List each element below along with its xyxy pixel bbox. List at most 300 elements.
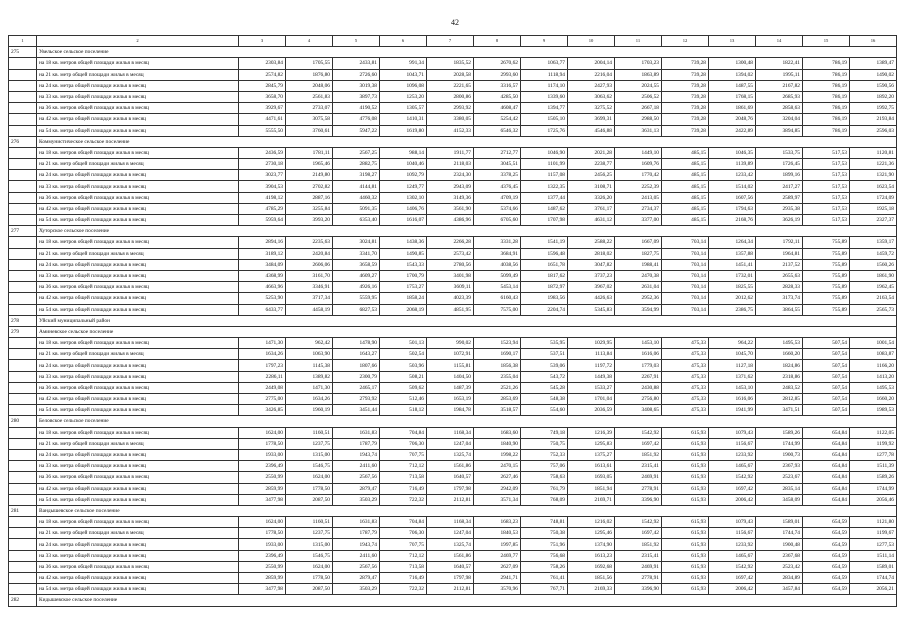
table-row [9,147,897,158]
value-cell: 703,14 [662,293,709,304]
value-cell: 3023,77 [239,170,286,181]
row-index [9,539,37,550]
row-description: на 33 кв. метра общей площади жилья в месяц [37,461,239,472]
value-cell: 1817,62 [521,270,568,281]
value-cell: 2470,15 [474,461,521,472]
value-cell: 502,54 [380,349,427,360]
column-number: 3 [239,36,286,47]
value-cell: 1487,55 [709,80,756,91]
value-cell: 1160,51 [286,427,333,438]
value-cell: 2943,09 [427,181,474,192]
value-cell: 2685,93 [756,91,803,102]
value-cell: 1127,18 [709,360,756,371]
value-cell: 2427,93 [568,80,615,91]
value-cell: 507,54 [803,349,850,360]
row-index [9,215,37,226]
value-cell: 2355,04 [474,371,521,382]
value-cell: 654,84 [803,483,850,494]
row-description: на 21 кв. метр общей площади жилья в месяц [37,159,239,170]
value-cell: 475,33 [662,360,709,371]
value-cell: 1701,04 [568,394,615,405]
value-cell: 3761,17 [568,203,615,214]
value-cell: 1533,27 [568,382,615,393]
section-title: Аминевское сельское поселение [37,326,897,337]
value-cell: 1233,42 [709,170,756,181]
value-cell: 1683,23 [474,517,521,528]
row-description: на 33 кв. метра общей площади жилья в месяц [37,181,239,192]
value-cell: 1543,33 [380,259,427,270]
value-cell: 615,93 [662,550,709,561]
table-row [9,69,897,80]
row-index [9,237,37,248]
table-row [9,125,897,136]
value-cell: 1514,02 [709,181,756,192]
value-cell: 2655,63 [756,270,803,281]
value-cell: 2204,74 [521,304,568,315]
value-cell: 1394,02 [709,69,756,80]
value-cell: 1778,50 [286,483,333,494]
value-cell: 1199,67 [850,528,897,539]
value-cell: 1858,24 [380,293,427,304]
value-cell: 3503,29 [333,494,380,505]
row-index [9,349,37,360]
value-cell: 1168,34 [427,427,474,438]
value-cell: 2167,82 [756,80,803,91]
row-description: на 36 кв. метров общей площади жилья в месяц [37,282,239,293]
value-cell: 716,49 [380,573,427,584]
value-cell: 1925,18 [850,203,897,214]
value-cell: 990,02 [427,338,474,349]
value-cell: 4460,32 [333,192,380,203]
value-cell: 615,93 [662,483,709,494]
table-row [9,181,897,192]
value-cell: 5091,35 [333,203,380,214]
value-cell: 475,33 [662,371,709,382]
value-cell: 1856,38 [474,360,521,371]
section-title: Кидышевское сельское поселение [37,595,897,606]
value-cell: 2627,09 [474,561,521,572]
value-cell: 3561,90 [427,203,474,214]
value-cell: 1449,38 [568,371,615,382]
row-index [9,438,37,449]
value-cell: 1511,39 [850,461,897,472]
value-cell: 539,06 [521,360,568,371]
value-cell: 2193,84 [850,114,897,125]
value-cell: 2733,07 [286,103,333,114]
value-cell: 2845,79 [239,80,286,91]
value-cell: 2800,86 [427,91,474,102]
value-cell: 1083,87 [850,349,897,360]
value-cell: 1221,36 [850,159,897,170]
value-cell: 1487,39 [427,382,474,393]
value-cell: 1542,92 [615,427,662,438]
value-cell: 2048,76 [709,114,756,125]
value-cell: 615,93 [662,539,709,550]
table-row [9,561,897,572]
value-cell: 1960,19 [286,405,333,416]
row-index [9,405,37,416]
value-cell: 1724,09 [850,192,897,203]
row-description: на 54 кв. метра общей площади жилья в месяц [37,304,239,315]
value-cell: 739,28 [662,114,709,125]
value-cell: 1546,75 [286,461,333,472]
value-cell: 654,59 [803,528,850,539]
value-cell: 1983,56 [521,293,568,304]
value-cell: 767,71 [521,584,568,595]
value-cell: 1302,10 [380,192,427,203]
value-cell: 3626,19 [756,215,803,226]
value-cell: 4458,19 [286,304,333,315]
value-cell: 1933,00 [239,539,286,550]
value-cell: 3019,38 [333,80,380,91]
value-cell: 2726,60 [333,69,380,80]
value-cell: 2942,09 [474,483,521,494]
value-cell: 2221,65 [427,80,474,91]
value-cell: 2087,50 [286,494,333,505]
row-index [9,584,37,595]
value-cell: 548,38 [521,394,568,405]
value-cell: 2574,82 [239,69,286,80]
table-row [9,461,897,472]
row-description: на 21 кв. метр общей площади жилья в месяц [37,438,239,449]
value-cell: 1827,75 [615,248,662,259]
column-number: 15 [803,36,850,47]
row-description: на 36 кв. метров общей площади жилья в месяц [37,192,239,203]
value-cell: 6546,32 [474,125,521,136]
row-description: на 42 кв. метра общей площади жилья в месяц [37,394,239,405]
row-description: на 33 кв. метра общей площади жилья в месяц [37,371,239,382]
value-cell: 703,14 [662,282,709,293]
value-cell: 2469,77 [474,550,521,561]
value-cell: 2506,52 [615,91,662,102]
value-cell: 5374,66 [474,203,521,214]
value-cell: 2469,91 [615,472,662,483]
value-cell: 1237,75 [286,528,333,539]
value-cell: 654,84 [803,449,850,460]
value-cell: 752,33 [521,449,568,460]
value-cell: 2606,06 [286,259,333,270]
row-description: на 21 кв. метр общей площади жилья в месяц [37,528,239,539]
column-number: 2 [37,36,239,47]
value-cell: 2588,22 [568,237,615,248]
row-index [9,170,37,181]
value-cell: 2118,03 [427,159,474,170]
row-index [9,382,37,393]
value-cell: 2068,19 [380,304,427,315]
value-cell: 1413,20 [850,371,897,382]
value-cell: 507,54 [803,394,850,405]
value-cell: 1233,92 [709,449,756,460]
value-cell: 1216,02 [568,517,615,528]
value-cell: 654,59 [803,584,850,595]
value-cell: 756,68 [521,550,568,561]
value-cell: 1237,75 [286,438,333,449]
value-cell: 1438,36 [380,237,427,248]
row-index [9,270,37,281]
value-cell: 517,53 [803,170,850,181]
value-cell: 3477,98 [239,584,286,595]
value-cell: 1471,30 [286,382,333,393]
value-cell: 2858,63 [756,103,803,114]
value-cell: 2112,81 [427,494,474,505]
value-cell: 703,14 [662,248,709,259]
value-cell: 1374,90 [568,539,615,550]
value-cell: 1121,80 [850,517,897,528]
value-cell: 615,93 [662,449,709,460]
table-row [9,584,897,595]
value-cell: 703,14 [662,270,709,281]
row-description: на 21 кв. метр общей площади жилья в месяц [37,349,239,360]
value-cell: 2756,80 [615,394,662,405]
value-cell: 2433,81 [333,58,380,69]
value-cell: 1389,47 [850,58,897,69]
value-cell: 1732,01 [709,270,756,281]
value-cell: 1697,42 [709,573,756,584]
value-cell: 535,95 [521,338,568,349]
value-cell: 1325,74 [427,449,474,460]
value-cell: 3380,05 [427,114,474,125]
row-description: на 36 кв. метров общей площади жилья в месяц [37,382,239,393]
value-cell: 739,28 [662,58,709,69]
value-cell: 749,18 [521,427,568,438]
value-cell: 786,19 [803,114,850,125]
row-description: на 42 кв. метра общей площади жилья в месяц [37,114,239,125]
value-cell: 615,93 [662,461,709,472]
value-cell: 2565,73 [850,304,897,315]
value-cell: 2988,50 [615,114,662,125]
value-cell: 786,19 [803,58,850,69]
value-cell: 1199,92 [850,438,897,449]
row-description: на 54 кв. метра общей площади жилья в месяц [37,494,239,505]
value-cell: 654,84 [803,427,850,438]
value-cell: 2935,38 [756,203,803,214]
value-cell: 1300,48 [709,58,756,69]
row-index [9,282,37,293]
value-cell: 4926,16 [333,282,380,293]
value-cell: 1542,92 [709,472,756,483]
section-row [9,47,897,58]
value-cell: 1616,07 [380,215,427,226]
value-cell: 3658,70 [239,91,286,102]
value-cell: 2087,50 [286,584,333,595]
value-cell: 517,53 [803,215,850,226]
value-cell: 507,54 [803,338,850,349]
value-cell: 1197,72 [568,360,615,371]
value-cell: 1624,00 [239,517,286,528]
value-cell: 1045,70 [709,349,756,360]
value-cell: 4471,61 [239,114,286,125]
value-cell: 4608,47 [474,103,521,114]
section-row [9,226,897,237]
row-description: на 24 кв. метра общей площади жилья в месяц [37,80,239,91]
tariff-table [8,35,897,607]
section-number: 276 [9,136,37,147]
table-row [9,237,897,248]
value-cell: 1305,57 [380,103,427,114]
column-number: 10 [568,36,615,47]
table-row [9,58,897,69]
value-cell: 517,53 [803,192,850,203]
value-cell: 475,33 [662,349,709,360]
table-row [9,159,897,170]
value-cell: 2411,60 [333,461,380,472]
value-cell: 654,84 [803,494,850,505]
value-cell: 1122,05 [850,427,897,438]
table-row [9,114,897,125]
value-cell: 2012,62 [709,293,756,304]
value-cell: 3326,20 [568,192,615,203]
value-cell: 2324,30 [427,170,474,181]
value-cell: 786,19 [803,103,850,114]
section-number: 277 [9,226,37,237]
section-number: 279 [9,326,37,337]
section-number: 278 [9,315,37,326]
value-cell: 1692,68 [568,561,615,572]
value-cell: 4426,63 [568,293,615,304]
value-cell: 2882,75 [333,159,380,170]
table-row [9,282,897,293]
value-cell: 1984,78 [427,405,474,416]
row-index [9,517,37,528]
value-cell: 2315,41 [615,461,662,472]
value-cell: 1943,74 [333,449,380,460]
column-number: 1 [9,36,37,47]
value-cell: 703,14 [662,237,709,248]
value-cell: 1933,00 [239,449,286,460]
value-cell: 1965,46 [286,159,333,170]
row-description: на 36 кв. метров общей площади жилья в месяц [37,103,239,114]
value-cell: 2021,28 [568,147,615,158]
table-row [9,248,897,259]
value-cell: 5559,95 [333,293,380,304]
value-cell: 1693,05 [568,472,615,483]
value-cell: 2730,18 [239,159,286,170]
value-cell: 786,19 [803,69,850,80]
value-cell: 2056,21 [850,584,897,595]
value-cell: 1589,26 [850,472,897,483]
row-description: на 36 кв. метров общей площади жилья в месяц [37,561,239,572]
value-cell: 1277,53 [850,539,897,550]
table-row [9,293,897,304]
value-cell: 2163,54 [850,293,897,304]
row-description: на 21 кв. метр общей площади жилья в месяц [37,248,239,259]
value-cell: 518,12 [380,405,427,416]
value-cell: 712,12 [380,550,427,561]
table-row [9,338,897,349]
value-cell: 1145,38 [286,360,333,371]
value-cell: 1797,98 [427,483,474,494]
row-index [9,114,37,125]
value-cell: 761,41 [521,573,568,584]
value-cell: 3897,73 [333,91,380,102]
value-cell: 1989,53 [850,405,897,416]
value-cell: 508,21 [380,371,427,382]
value-cell: 2835,14 [756,483,803,494]
value-cell: 716,49 [380,483,427,494]
row-index [9,147,37,158]
value-cell: 2413,05 [615,192,662,203]
value-cell: 2168,76 [709,215,756,226]
row-description: на 33 кв. метра общей площади жилья в месяц [37,550,239,561]
value-cell: 1683,60 [474,427,521,438]
value-cell: 3408,65 [615,405,662,416]
value-cell: 2266,28 [427,237,474,248]
value-cell: 1876,80 [286,69,333,80]
value-cell: 1992,75 [850,103,897,114]
value-cell: 1851,92 [615,539,662,550]
value-cell: 1631,83 [333,517,380,528]
value-cell: 2456,25 [568,170,615,181]
value-cell: 1697,42 [709,483,756,494]
value-cell: 615,93 [662,517,709,528]
value-cell: 2859,99 [239,573,286,584]
row-index [9,427,37,438]
value-cell: 1640,57 [427,472,474,483]
row-index [9,472,37,483]
value-cell: 1697,42 [615,528,662,539]
value-cell: 2521,26 [474,382,521,393]
value-cell: 755,89 [803,304,850,315]
value-cell: 4663,96 [239,282,286,293]
value-cell: 3331,28 [474,237,521,248]
value-cell: 1394,77 [521,103,568,114]
value-cell: 5254,42 [474,114,521,125]
value-cell: 4038,56 [474,259,521,270]
value-cell: 3149,36 [427,192,474,203]
value-cell: 712,12 [380,461,427,472]
value-cell: 485,15 [662,147,709,158]
value-cell: 1072,91 [427,349,474,360]
row-index [9,91,37,102]
value-cell: 1616,06 [709,394,756,405]
row-description: на 18 кв. метров общей площади жилья в месяц [37,58,239,69]
row-index [9,69,37,80]
value-cell: 3518,57 [474,405,521,416]
value-cell: 1861,69 [709,103,756,114]
value-cell: 2449,08 [239,382,286,393]
value-cell: 3189,12 [239,248,286,259]
value-cell: 1040,46 [380,159,427,170]
table-row [9,270,897,281]
value-cell: 991,34 [380,58,427,69]
value-cell: 1768,15 [709,91,756,102]
value-cell: 3717,34 [286,293,333,304]
value-cell: 3024,81 [333,237,380,248]
value-cell: 3658,59 [333,259,380,270]
row-description: на 42 кв. метра общей площади жилья в месяц [37,293,239,304]
row-index [9,58,37,69]
value-cell: 1113,84 [568,349,615,360]
section-number: 280 [9,416,37,427]
row-index [9,528,37,539]
value-cell: 1707,98 [521,215,568,226]
value-cell: 2422,89 [709,125,756,136]
value-cell: 1797,98 [427,573,474,584]
row-description: на 18 кв. метров общей площади жилья в месяц [37,237,239,248]
value-cell: 2818,02 [568,248,615,259]
value-cell: 1541,19 [521,237,568,248]
value-cell: 1787,79 [333,438,380,449]
value-cell: 1997,85 [474,539,521,550]
value-cell: 1778,50 [286,573,333,584]
value-cell: 3594,99 [615,304,662,315]
value-cell: 2470,38 [615,270,662,281]
value-cell: 3204,04 [756,114,803,125]
value-cell: 1096,08 [380,80,427,91]
value-cell: 2483,52 [756,382,803,393]
table-row [9,528,897,539]
value-cell: 2417,27 [756,181,803,192]
